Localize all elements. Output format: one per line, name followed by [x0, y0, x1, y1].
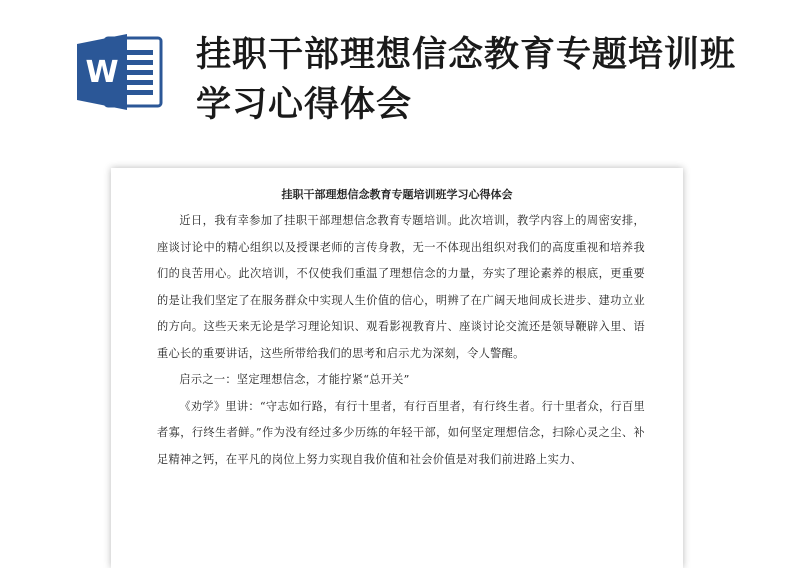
document-paragraph: 《劝学》里讲：“守志如行路，有行十里者，有行百里者，有行终生者。行十里者众，行百里者寡，行终生者鲜。”作为没有经过多少历练的年轻干部，如何坚定理想信念，扫除心灵之尘、补足精神之钙，在平凡的岗位上努力实现自我价值和社会价值是对我们前进路上实力、: [157, 399, 645, 466]
document-body: [157, 208, 645, 473]
page-header: [0, 0, 800, 150]
word-icon-letter: W: [85, 55, 119, 90]
document-title: 挂职干部理想信念教育专题培训班学习心得体会: [281, 188, 513, 201]
document-paragraph: 近日，我有幸参加了挂职干部理想信念教育专题培训。此次培训，教学内容上的周密安排，座谈讨论中的精心组织以及授课老师的言传身教，无一不体现出组织对我们的高度重视和培养我们的良苦用心。此次培训，不仅使我们重温了理想信念的力量，夯实了理论素养的根底，更重要的是让我们坚定了在服务群众中实现人生价值的信心，明辨了在广阔天地间成长进步、建功立业的方向。这些天来无论是学习理论知识、观看影视教育片、座谈讨论交流还是领导鞭辟入里、语重心长的重要讲话，这些所带给我们的思考和启示尤为深刻，令人警醒。: [157, 214, 645, 360]
page-title: 挂职干部理想信念教育专题培训班学习心得体会: [196, 35, 737, 125]
word-document-icon: [75, 34, 165, 110]
document-paragraph: 启示之一：坚定理想信念，才能拧紧“总开关”: [179, 373, 410, 386]
document-page-preview: [111, 168, 683, 568]
